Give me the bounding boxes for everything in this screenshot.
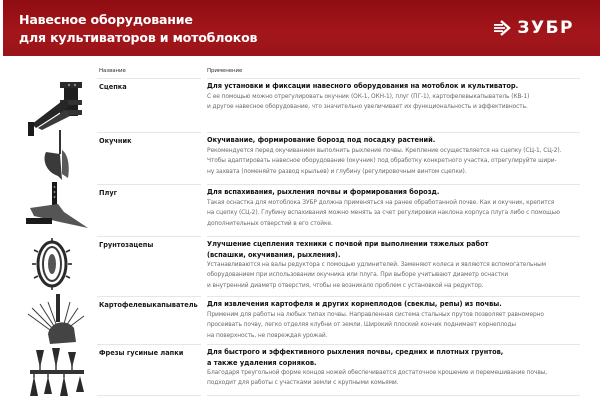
row-name: Окучник bbox=[99, 137, 132, 145]
row-description-line: Применим для работы на любых типах почвы. Направленная система стальных прутов позволяет равномерно bbox=[207, 312, 544, 318]
hiller-image bbox=[38, 130, 78, 182]
zubr-arrow-logo-icon bbox=[493, 20, 513, 36]
row-description-line: Благодаря треугольной форме концов ножей обеспечивается достаточное крошение и перемешивание почвы, bbox=[207, 370, 548, 376]
row-description-line: и другое навесное оборудование, что значительно увеличивает их функциональность и эффективность. bbox=[207, 104, 528, 111]
row-title bbox=[207, 135, 435, 146]
row-divider bbox=[97, 236, 201, 237]
row-title bbox=[207, 347, 503, 368]
row-description-line: и внутренний диаметр отверстия, чтобы не возникало проблем с установкой на редуктор. bbox=[207, 282, 484, 289]
row-description-line: на сцепку (СЦ-2). Глубину вспахивания можно менять за счет регулировки наклона корпуса плуга либо с помощью bbox=[207, 210, 560, 217]
row-name: Сцепка bbox=[99, 83, 127, 91]
row-title-line: (вспашки, окучивания, рыхления). bbox=[207, 250, 341, 259]
row-description-line: Рекомендуется перед окучиванием выполнить рыхление почвы. Крепление осуществляется на сцепку (СЦ-1, СЦ-2). bbox=[207, 148, 562, 154]
row-title-line: Для установки и фиксации навесного оборудования на мотоблок и культиватор. bbox=[207, 82, 519, 90]
row-description-line: Устанавливаются на валы редуктора с помощью удлинителей. Заменяют колеса и являются вспомогательным bbox=[207, 262, 546, 268]
table-column-headers bbox=[0, 68, 600, 78]
potato-digger-image bbox=[26, 294, 88, 346]
row-description-line: на поверхность, не повреждая урожай. bbox=[207, 332, 328, 339]
brand-logo bbox=[493, 17, 574, 39]
row-description-line: ну захвата (поменяйте развод крыльев) и глубину (регулировочным винтом сцепки). bbox=[207, 168, 467, 175]
row-divider bbox=[97, 296, 201, 297]
row-description-line: просеивать почву, легко отделяя клубни от земли. Широкий плоский кончик поднимает корнеплоды bbox=[207, 322, 516, 329]
page-title-line-2: для культиваторов и мотоблоков bbox=[19, 30, 258, 45]
row-divider bbox=[207, 344, 580, 345]
row-divider bbox=[207, 132, 580, 133]
row-title-line: Для извлечения картофеля и других корнеплодов (свеклы, репы) из почвы. bbox=[207, 300, 502, 308]
page-header bbox=[3, 0, 600, 56]
row-description bbox=[207, 92, 529, 113]
row-description bbox=[207, 146, 561, 177]
column-header-name: Название bbox=[99, 68, 126, 74]
row-title-line: Для вспахивания, рыхления почвы и формирования борозд. bbox=[207, 188, 440, 196]
row-description-line: С ее помощью можно отрегулировать окучник (ОК-1, ОКН-1), плуг (ПГ-1), картофелевыкапыватель (КВ-1) bbox=[207, 94, 530, 100]
row-title-line: Улучшение сцепления техники с почвой при выполнении тяжелых работ bbox=[207, 240, 489, 248]
row-name: Фрезы гусиные лапки bbox=[99, 349, 184, 357]
column-header-application: Применение bbox=[207, 68, 243, 74]
row-divider bbox=[207, 236, 580, 237]
row-divider bbox=[97, 184, 201, 185]
row-title bbox=[207, 81, 518, 92]
row-description bbox=[207, 260, 546, 291]
row-name: Картофелевыкапыватель bbox=[99, 301, 198, 309]
lug-wheels-image bbox=[32, 238, 72, 290]
row-description-line: дополнительных отверстий в его стойке. bbox=[207, 220, 333, 227]
plow-image bbox=[24, 182, 94, 232]
row-name: Грунтозацепы bbox=[99, 241, 154, 249]
page-title-line-1: Навесное оборудование bbox=[19, 12, 193, 27]
row-title bbox=[207, 187, 439, 198]
row-divider bbox=[97, 395, 201, 396]
row-description bbox=[207, 310, 544, 341]
row-divider bbox=[207, 184, 580, 185]
row-divider bbox=[207, 78, 580, 79]
row-name: Плуг bbox=[99, 189, 118, 197]
row-divider bbox=[207, 296, 580, 297]
row-title-line: Для быстрого и эффективного рыхления почвы, средних и плотных грунтов, bbox=[207, 348, 504, 356]
row-title-line: Окучивание, формирование борозд под посадку растений. bbox=[207, 136, 436, 144]
row-title-line: а также удаления сорняков. bbox=[207, 358, 317, 367]
row-description-line: подходит для работы с участками земли с крупными комьями. bbox=[207, 380, 399, 387]
row-description-line: Такая оснастка для мотоблока ЗУБР должна применяться на ранее обработанной почве. Как и окучник, крепится bbox=[207, 200, 555, 206]
row-title bbox=[207, 239, 488, 260]
row-divider bbox=[207, 395, 580, 396]
row-divider bbox=[97, 132, 201, 133]
row-description-line: оборудованием при использовании окучника или плуга. При выборе учитывают диаметр оснастки bbox=[207, 272, 509, 279]
brand-logo-text: ЗУБР bbox=[517, 18, 574, 38]
row-description-line: Чтобы адаптировать навесное оборудование (окучник) под обработку конкретного участка, отрегулируйте шири- bbox=[207, 158, 557, 165]
row-description bbox=[207, 198, 560, 229]
page-title bbox=[19, 11, 257, 47]
row-divider bbox=[97, 78, 201, 79]
row-title bbox=[207, 299, 502, 310]
row-description bbox=[207, 368, 547, 389]
row-divider bbox=[97, 344, 201, 345]
tiller-cutters-image bbox=[26, 346, 88, 398]
